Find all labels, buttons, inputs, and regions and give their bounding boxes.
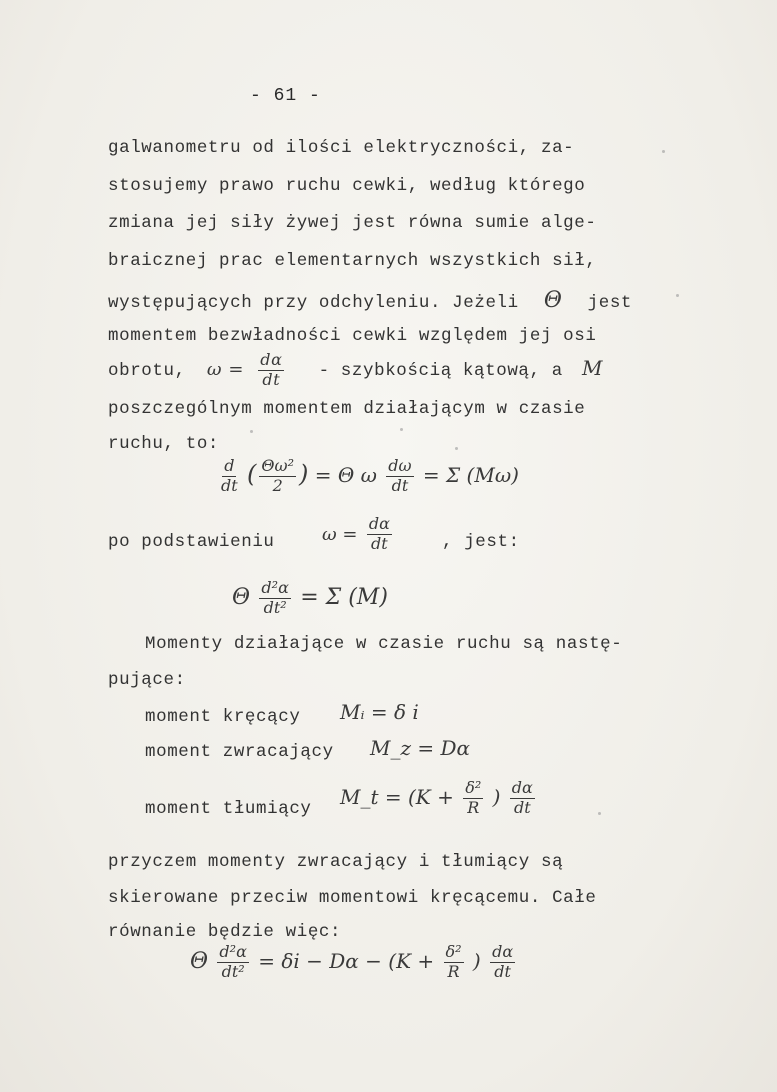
formula-torque-driving: Mᵢ = δ i xyxy=(340,700,419,724)
f7-num3: dα xyxy=(492,942,514,961)
m-symbol: M xyxy=(581,355,604,380)
f1-two: 2 xyxy=(272,475,283,495)
scan-speck xyxy=(676,294,679,297)
scan-speck xyxy=(662,150,665,153)
f7-num2: δ² xyxy=(445,942,462,961)
text-line-12: pujące: xyxy=(108,670,186,690)
f7-close: ) xyxy=(472,948,481,973)
f1-dw-dt xyxy=(386,458,413,495)
f3-theta: Θ xyxy=(232,584,251,610)
f6-den2: dt xyxy=(513,797,531,817)
f6-den: R xyxy=(467,797,480,817)
theta-symbol: Θ xyxy=(543,288,563,313)
text-line-3: zmiana jej siły żywej jest równa sumie alge- xyxy=(108,213,597,233)
text-line-9: ruchu, to: xyxy=(108,434,220,454)
text-line-8: poszczególnym momentem działającym w czasie xyxy=(108,399,586,419)
f1-d: d xyxy=(224,456,235,475)
text-line-17: skierowane przeciw momentowi kręcącemu. Całe xyxy=(108,888,597,908)
page-number: - 61 - xyxy=(250,86,321,106)
text-line-10b: , jest: xyxy=(442,532,520,552)
f7-num: d²α xyxy=(219,942,247,961)
f1-theta-w2: Θω² xyxy=(261,456,294,475)
omega-num: dα xyxy=(260,350,283,369)
text-line-11: Momenty działające w czasie ruchu są nastę- xyxy=(145,634,623,654)
f6-close: ) xyxy=(492,784,501,809)
text-line-13: moment kręcący xyxy=(145,707,301,727)
f6-num: δ² xyxy=(465,778,482,797)
text-line-7a: obrotu, xyxy=(108,360,186,381)
omega-den: dt xyxy=(262,369,281,389)
scan-speck xyxy=(598,812,601,815)
text-line-14: moment zwracający xyxy=(145,742,334,762)
f6-frac1 xyxy=(463,780,483,817)
f1-eq2: = Σ (Mω) xyxy=(422,462,519,487)
text-line-15: moment tłumiący xyxy=(145,799,312,819)
text-line-16: przyczem momenty zwracający i tłumiący są xyxy=(108,852,564,872)
formula-omega xyxy=(322,516,395,553)
f7-frac3 xyxy=(490,944,515,981)
omega-def: ω = xyxy=(206,358,245,380)
formula-full-equation xyxy=(190,944,518,981)
text-line-1: galwanometru od ilości elektryczności, za- xyxy=(108,138,575,158)
f1-dw: dω xyxy=(388,456,412,475)
f3-fraction xyxy=(259,580,290,617)
scan-speck xyxy=(400,428,403,431)
f1-dt: dt xyxy=(221,475,238,495)
f3-den: dt² xyxy=(263,597,287,617)
f1-theta-frac xyxy=(259,458,296,495)
f1-d-dt xyxy=(221,458,238,495)
text-line-7b: - szybkością kątową, a xyxy=(318,360,563,381)
text-line-5b: jest xyxy=(587,293,633,313)
f7-mid: = δi − Dα − (K + xyxy=(258,948,435,973)
f7-den2: R xyxy=(447,961,460,981)
formula-torque-restoring: M_z = Dα xyxy=(370,736,471,760)
formula-torque-damping xyxy=(340,780,538,817)
f1-eq1: = Θ ω xyxy=(314,462,377,487)
f3-rhs: = Σ (M) xyxy=(300,584,388,610)
f7-den: dt² xyxy=(221,961,245,981)
omega-fraction xyxy=(258,352,284,389)
scan-speck xyxy=(250,430,253,433)
f7-frac2 xyxy=(444,944,464,981)
scan-speck xyxy=(455,447,458,450)
text-line-10a: po podstawieniu xyxy=(108,532,275,552)
f6-frac2 xyxy=(510,780,535,817)
f6-lhs: M_t = (K + xyxy=(340,784,454,809)
f6-num2: dα xyxy=(511,778,533,797)
text-line-2: stosujemy prawo ruchu cewki, według którego xyxy=(108,176,586,196)
text-line-4: braicznej prac elementarnych wszystkich sił, xyxy=(108,251,597,271)
f7-frac1 xyxy=(217,944,248,981)
f2-num: dα xyxy=(368,514,390,533)
f2-fraction xyxy=(367,516,392,553)
f2-omega: ω = xyxy=(322,523,358,545)
text-line-5 xyxy=(108,288,632,313)
text-line-7 xyxy=(108,352,603,389)
text-line-18: równanie będzie więc: xyxy=(108,922,342,942)
text-line-5a: występujących przy odchyleniu. Jeżeli xyxy=(108,293,519,313)
formula-motion xyxy=(232,580,388,617)
f7-den3: dt xyxy=(494,961,511,981)
formula-energy: $\frac{d}{dt}$ ( $\frac{\text{Θω²}}{2}$ ) = Θ ω $\frac{d\omega}{dt}$ = Σ (Mω) xyxy=(221,456,519,495)
f3-num: d²α xyxy=(261,578,289,597)
f2-den: dt xyxy=(371,533,388,553)
f7-theta: Θ xyxy=(190,948,209,974)
f1-dt2: dt xyxy=(391,475,409,495)
text-line-6: momentem bezwładności cewki względem jej osi xyxy=(108,326,597,346)
